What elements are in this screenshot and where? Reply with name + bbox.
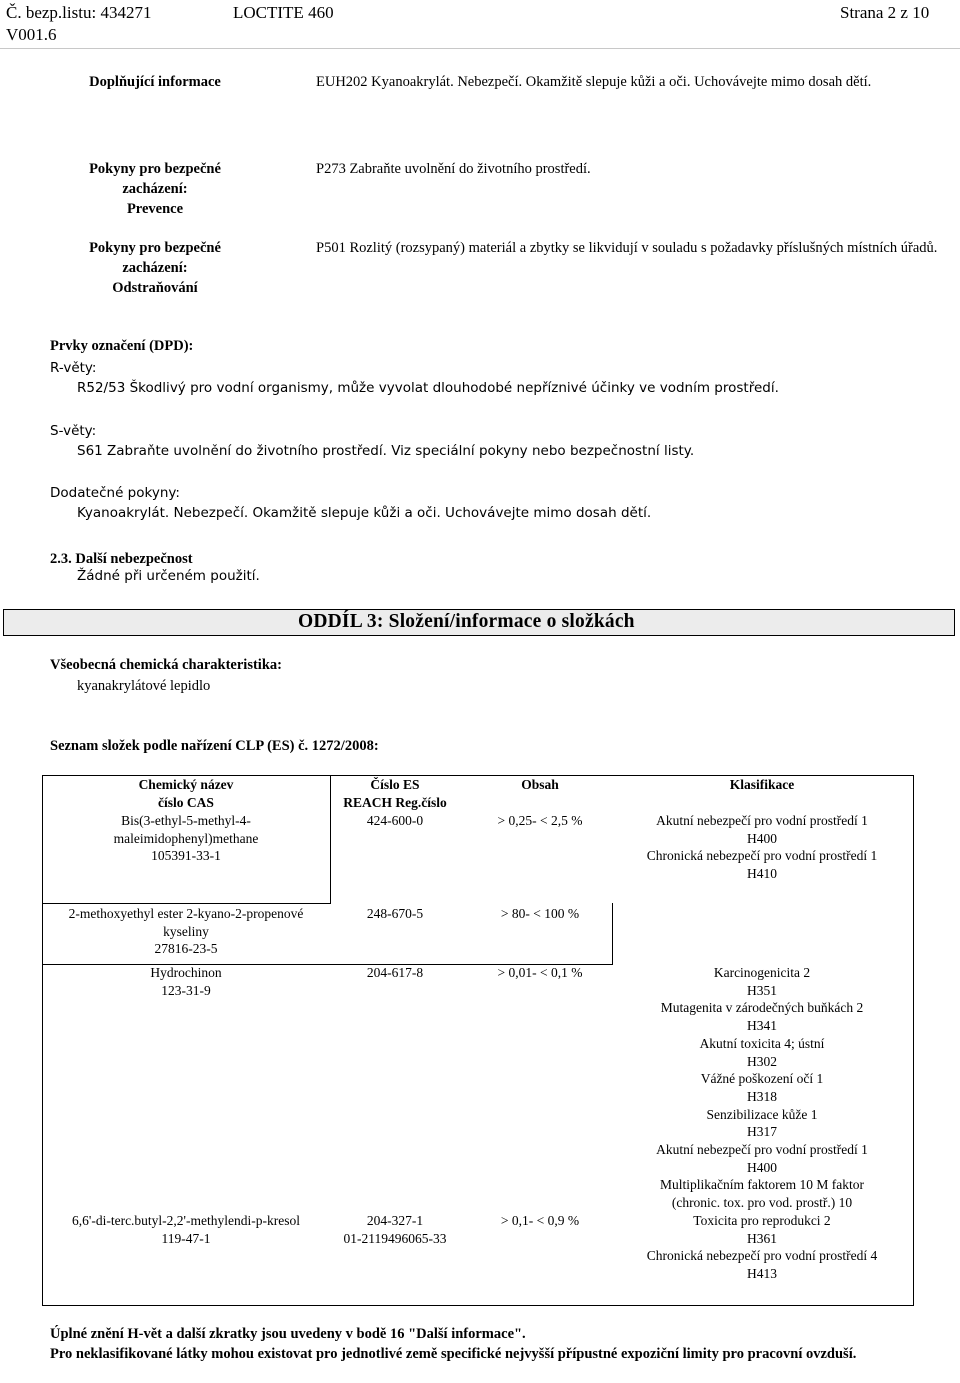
table-row-content: > 80- < 100 %	[500, 906, 580, 921]
general-characteristic-text: kyanakrylátové lepidlo	[77, 678, 211, 694]
table-row-es: 248-670-5	[366, 906, 424, 921]
table-divider	[612, 903, 613, 965]
page-number: Strana 2 z 10	[840, 3, 930, 22]
header-divider	[0, 48, 960, 49]
col-header-class: Klasifikace	[729, 777, 795, 792]
col-header-name: Chemický název číslo CAS	[138, 777, 234, 810]
footer-note-h-phrases: Úplné znění H-vět a další zkratky jsou uvedeny v bodě 16 "Další informace".	[50, 1326, 526, 1342]
extra-label: Dodatečné pokyny:	[50, 485, 180, 501]
col-header-content: Obsah	[521, 777, 559, 792]
product-name: LOCTITE 460	[233, 3, 334, 22]
r-phrases-text: R52/53 Škodlivý pro vodní organismy, může vyvolat dlouhodobé nepříznivé účinky ve vodním prostředí.	[77, 380, 779, 396]
table-row-class: Akutní nebezpečí pro vodní prostředí 1 H400 Chronická nebezpečí pro vodní prostředí 1 H410	[646, 813, 878, 882]
col-header-es: Číslo ES REACH Reg.číslo	[343, 777, 447, 810]
section-title: ODDÍL 3: Složení/informace o složkách	[298, 611, 635, 632]
table-row-name: Hydrochinon 123-31-9	[150, 965, 222, 998]
footer-note-limits: Pro neklasifikované látky mohou existovat pro jednotlivé země specifické nejvyšší přípustné expoziční limity pro pracovní ovzduší.	[50, 1346, 857, 1362]
general-characteristic-label: Všeobecná chemická charakteristika:	[50, 657, 282, 673]
label-supplementary: Doplňující informace	[89, 74, 221, 90]
label-prevention: Pokyny pro bezpečné zacházení: Prevence	[89, 161, 221, 217]
dpd-title: Prvky označení (DPD):	[50, 338, 194, 354]
ingredients-list-title: Seznam složek podle nařízení CLP (ES) č. 1272/2008:	[50, 738, 379, 754]
table-row-name: 6,6'-di-terc.butyl-2,2'-methylendi-p-kresol 119-47-1	[72, 1213, 300, 1246]
doc-version: V001.6	[6, 25, 57, 44]
table-row-es: 204-327-1 01-2119496065-33	[343, 1213, 447, 1246]
r-phrases-label: R-věty:	[50, 360, 97, 376]
table-row-class: Karcinogenicita 2 H351 Mutagenita v zárodečných buňkách 2 H341 Akutní toxicita 4; ústní H302 Vážné poškození očí 1 H318 Senzibilizace kůže 1 H317 Akutní nebezpečí pro vodní prostředí 1 H400 Multiplikačním faktorem 10 M faktor (chronic. tox. pro vod. prostř.) 10	[656, 965, 868, 1211]
table-row-content: > 0,25- < 2,5 %	[497, 813, 583, 828]
table-divider	[43, 903, 331, 904]
table-row-content: > 0,1- < 0,9 %	[500, 1213, 580, 1228]
table-row-class: Toxicita pro reprodukci 2 H361 Chronická nebezpečí pro vodní prostředí 4 H413	[646, 1213, 878, 1282]
other-hazards-text: Žádné při určeném použití.	[77, 568, 260, 584]
s-phrases-label: S-věty:	[50, 423, 97, 439]
table-row-name: 2-methoxyethyl ester 2-kyano-2-propenové kyseliny 27816-23-5	[68, 906, 304, 957]
label-disposal: Pokyny pro bezpečné zacházení: Odstraňování	[89, 240, 221, 296]
text-supplementary: EUH202 Kyanoakrylát. Nebezpečí. Okamžitě slepuje kůži a oči. Uchovávejte mimo dosah dětí.	[316, 74, 872, 90]
s-phrases-text: S61 Zabraňte uvolnění do životního prostředí. Viz speciální pokyny nebo bezpečnostní listy.	[77, 443, 695, 459]
doc-number: Č. bezp.listu: 434271	[6, 3, 152, 22]
table-row-name: Bis(3-ethyl-5-methyl-4- maleimidophenyl)methane 105391-33-1	[113, 813, 259, 864]
table-row-content: > 0,01- < 0,1 %	[497, 965, 583, 980]
table-row-es: 424-600-0	[366, 813, 424, 828]
extra-text: Kyanoakrylát. Nebezpečí. Okamžitě slepuje kůži a oči. Uchovávejte mimo dosah dětí.	[77, 505, 652, 521]
table-row-es: 204-617-8	[366, 965, 424, 980]
other-hazards-title: 2.3. Další nebezpečnost	[50, 551, 193, 567]
text-prevention: P273 Zabraňte uvolnění do životního prostředí.	[316, 161, 591, 177]
text-disposal: P501 Rozlitý (rozsypaný) materiál a zbytky se likvidují v souladu s požadavky příslušných místních úřadů.	[316, 240, 938, 256]
